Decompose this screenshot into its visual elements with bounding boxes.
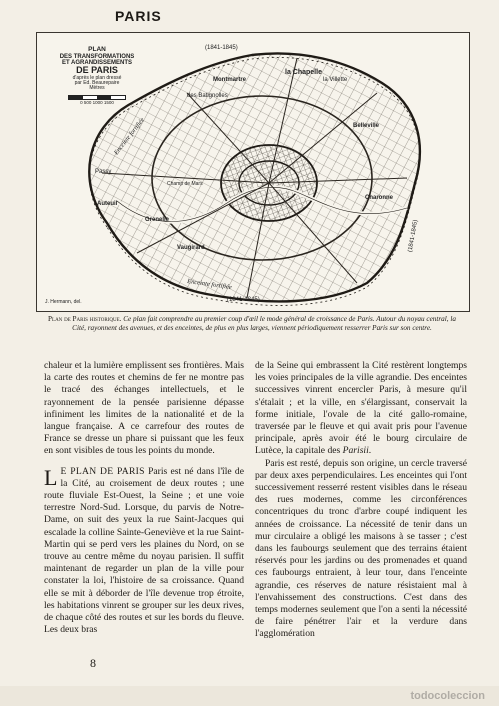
historical-map [36, 32, 470, 312]
legend-line-5: d'après le plan dressé [72, 74, 122, 81]
label-batignolles: des Batignolles [187, 93, 228, 99]
parisii-term: Parisii [342, 445, 369, 457]
label-auteuil: Auteuil [97, 201, 118, 207]
legend-line-1: PLAN [88, 46, 106, 53]
paragraph-plan-de-paris [44, 466, 244, 637]
paragraph-end: . [368, 445, 372, 457]
label-belleville: Belleville [353, 123, 380, 129]
watermark-bar [0, 686, 499, 706]
paragraph: Paris est resté, depuis son origine, un cercle traversé par deux axes perpendiculaires. Les enceintes qui l'ont successivement resserré restent visibles dans le réseau des rues modernes, comme les circonférences concentriques du tronc d'arbre coupé indiquent les années de croissance. La nécessité de tenir dans un mur circulaire a obligé les maisons à se tasser ; c'est dans les faubourgs seulement que des terrains étaient réservés pour les jardins ou des promenades et quand ces faubourgs entraient, à leur tour, dans l'enceinte agrandie, ces réserves de nature résistaient mal à l'envahissement des constructions. C'est dans des temps modernes seulement que l'on a senti la nécessité de faire pénétrer l'air et la verdure dans l'agglomération [255, 457, 467, 640]
legend-line-3: ET AGRANDISSEMENTS [61, 60, 133, 67]
watermark-text: todocoleccion [410, 690, 485, 702]
text-column-right [255, 360, 467, 641]
label-grenelle: Grenelle [145, 217, 170, 223]
label-vaugirard: Vaugirard [177, 245, 205, 251]
label-enceinte-fortifiee-bottom: Enceinte fortifiée [186, 277, 233, 292]
map-legend [49, 47, 145, 105]
map-caption [44, 315, 460, 333]
caption-title: Plan de Paris historique. [48, 315, 122, 323]
text-column-left [44, 360, 244, 636]
paragraph-text: de la Seine qui embrassent la Cité restèrent longtemps les voies principales de la ville agrandie. Des enceintes successives vinrent encercler Paris, à mesure qu'il s'étalait ; et la ville, en s'élargissant, conservait la forme initiale, l'ovale de la cité gallo-romaine, traversée par le fleuve et qui avait pris pour l'avenue principale, après avoir été le bourg circulaire de Lutèce, la capitale des [255, 360, 467, 457]
label-montmartre: Montmartre [213, 77, 247, 83]
legend-scale-ticks: 0 500 1000 1500 [80, 99, 114, 105]
label-passy: Passy [95, 169, 112, 175]
scale-bar [68, 95, 126, 100]
legend-scale-label: Mètres [89, 85, 105, 92]
paragraph [255, 360, 467, 458]
map-credit: J. Hermann, del. [45, 299, 82, 305]
running-head: PARIS [115, 8, 162, 24]
caption-body: Ce plan fait comprendre au premier coup d'œil le mode général de croissance de Paris. Autour du noyau central, la Cité, rayonnent des avenues, et des enceintes, de plus en plus larges, viennent périodiquement resserrer Paris sur son centre. [72, 315, 456, 332]
section-heading: E PLAN DE PARIS [60, 465, 145, 477]
label-la-villette: la Villette [323, 77, 348, 83]
label-charonne: Charonne [365, 195, 394, 201]
label-1841-1845-top: (1841-1845) [205, 45, 238, 51]
label-la-chapelle: la Chapelle [285, 69, 322, 76]
label-enceinte-fortifiee-left: Enceinte fortifiée [112, 116, 147, 157]
paragraph-text: Paris est né dans l'île de la Cité, au croisement de deux routes ; une route fluviale Est-Ouest, la Seine ; et une voie terrestre Nord-Sud. Lorsque, du parvis de Notre-Dame, on suit des yeux la rue Saint-Jacques qui escalade la colline Sainte-Geneviève et la rue Saint-Martin qui se perd vers les plaines du Nord, on se trouve au centre même du noyau parisien. Il suffit maintenant de regarder un plan de la ville pour constater la loi, l'histoire de sa croissance. Quand elle se mit à déborder de l'île devenue trop étroite, les habitations vinrent se grouper sur les deux rives, de chaque côté des routes et sur les bords du fleuve. Les deux bras [44, 465, 244, 636]
drop-cap: L [44, 464, 58, 490]
legend-line-2: DES TRANSFORMATIONS [59, 53, 135, 60]
page-number: 8 [90, 656, 96, 670]
label-1841-1845-bottom: (1841-1845) [227, 297, 260, 303]
label-champ-de-mars: Champ de Mars [167, 181, 203, 187]
legend-line-4: DE PARIS [76, 65, 118, 76]
paragraph: chaleur et la lumière emplissent ses frontières. Mais la carte des routes et chemins de fer ne montre pas le tracé des échanges intellectuels, et le rayonnement de la pensée parisienne dépasse infiniment les limites de la nationalité et de la langue française. A ce carrefour des routes de France se dresse un phare si puissant que les feux en sont visibles de tous les points du monde. [44, 360, 244, 457]
legend-line-6: par Ed. Beaurepaire [74, 80, 120, 87]
label-1841-1845-right: (1841-1845) [407, 219, 420, 253]
